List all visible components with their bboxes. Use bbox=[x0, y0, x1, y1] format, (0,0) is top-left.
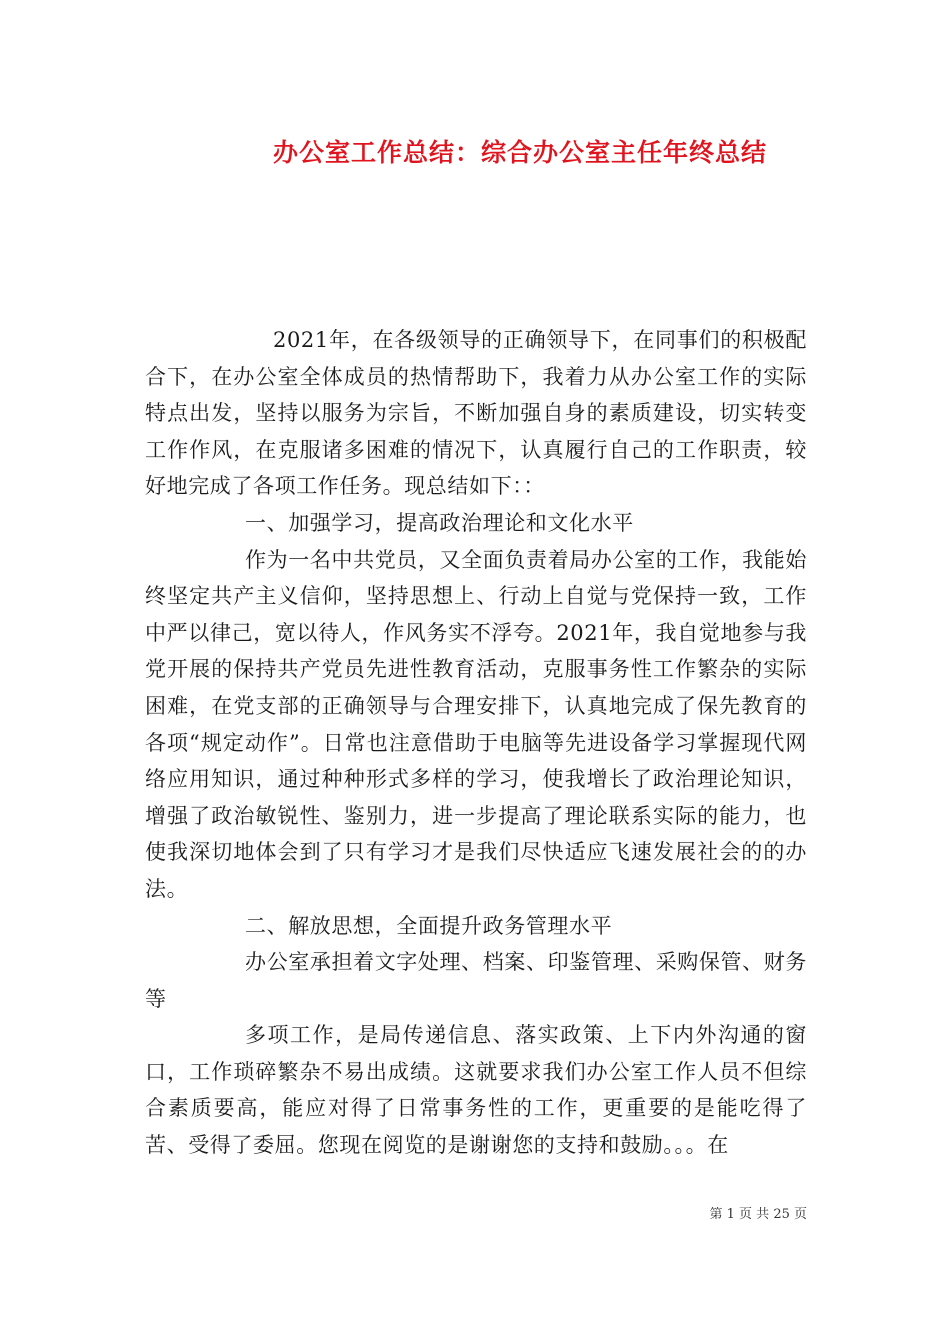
page-number: 第 1 页 共 25 页 bbox=[709, 1207, 807, 1222]
document-title: 办公室工作总结：综合办公室主任年终总结 bbox=[272, 138, 767, 167]
document-body bbox=[145, 322, 807, 1164]
paragraph: 多项工作，是局传递信息、落实政策、上下内外沟通的窗口，工作琐碎繁杂不易出成绩。这就要求我们办公室工作人员不但综合素质要高，能应对得了日常事务性的工作，更重要的是能吃得了苦、受得了委屈。您现在阅览的是谢谢您的支持和鼓励。。。在 bbox=[145, 1023, 807, 1158]
section-heading: 一、加强学习，提高政治理论和文化水平 bbox=[245, 510, 634, 535]
paragraph: 作为一名中共党员，又全面负责着局办公室的工作，我能始终坚定共产主义信仰，坚持思想上、行动上自觉与党保持一致，工作中严以律己，宽以待人，作风务实不浮夸。2021年，我自觉地参与我党开展的保持共产党员先进性教育活动，克服事务性工作繁杂的实际困难，在党支部的正确领导与合理安排下，认真地完成了保先教育的各项“规定动作”。日常也注意借助于电脑等先进设备学习掌握现代网络应用知识，通过种种形式多样的学习，使我增长了政治理论知识，增强了政治敏锐性、鉴别力，进一步提高了理论联系实际的能力，也使我深切地体会到了只有学习才是我们尽快适应飞速发展社会的的办法。 bbox=[145, 547, 807, 901]
paragraph: 2021年，在各级领导的正确领导下，在同事们的积极配合下，在办公室全体成员的热情帮助下，我着力从办公室工作的实际特点出发，坚持以服务为宗旨，不断加强自身的素质建设，切实转变工作作风，在克服诸多困难的情况下，认真履行自己的工作职责，较好地完成了各项工作任务。现总结如下：： bbox=[145, 328, 807, 499]
section-heading: 二、解放思想，全面提升政务管理水平 bbox=[245, 913, 613, 938]
paragraph: 办公室承担着文字处理、档案、印鉴管理、采购保管、财务等 bbox=[145, 950, 807, 1011]
